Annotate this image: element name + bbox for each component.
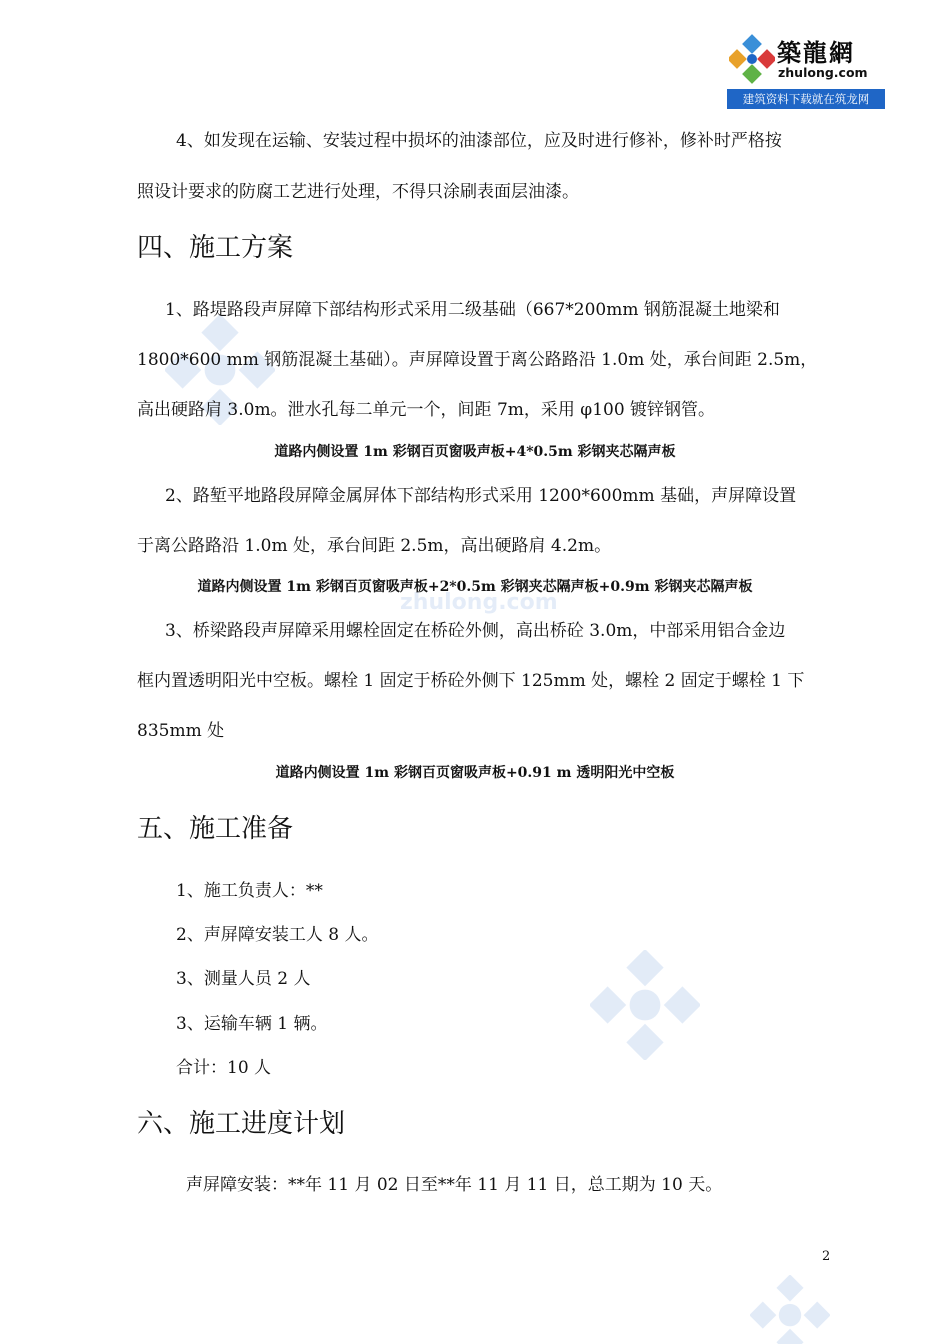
paragraph-line: 2、路堑平地路段屏障金属屏体下部结构形式采用 1200*600mm 基础，声屏障设置 [165,486,797,506]
page-number: 2 [822,1249,831,1264]
list-item: 2、声屏障安装工人 8 人。 [176,925,379,945]
section-title-4: 四、施工方案 [137,233,294,263]
logo-brand: 築龍網 [777,39,855,67]
logo-slogan: 建筑资料下载就在筑龙网 [727,89,885,109]
figure-caption: 道路内侧设置 1m 彩钢百页窗吸声板+4*0.5m 彩钢夹芯隔声板 [274,444,676,460]
text-watermark: zhulong.com [400,590,558,615]
paragraph-line: 照设计要求的防腐工艺进行处理，不得只涂刷表面层油漆。 [137,182,579,202]
section-title-6: 六、施工进度计划 [137,1109,346,1139]
section-title-5: 五、施工准备 [137,814,294,844]
list-item: 3、运输车辆 1 辆。 [176,1014,328,1034]
logo-domain: zhulong.com [778,65,868,80]
list-total: 合计：10 人 [176,1058,272,1078]
paragraph-line: 1800*600 mm 钢筋混凝土基础）。声屏障设置于离公路路沿 1.0m 处，承台间距 2.5m， [137,350,818,370]
paragraph-line: 声屏障安装：**年 11 月 02 日至**年 11 月 11 日，总工期为 10 天。 [186,1175,723,1195]
figure-caption: 道路内侧设置 1m 彩钢百页窗吸声板+2*0.5m 彩钢夹芯隔声板+0.9m 彩钢夹芯隔声板 [197,579,753,595]
snowflake-watermark-icon [750,1275,830,1344]
paragraph-line: 高出硬路肩 3.0m。泄水孔每二单元一个，间距 7m，采用 φ100 镀锌钢管。 [137,400,716,420]
paragraph-line: 1、路堤路段声屏障下部结构形式采用二级基础（667*200mm 钢筋混凝土地梁和 [165,300,780,320]
zhulong-logo [727,29,885,109]
snowflake-watermark-icon [590,950,700,1060]
paragraph-line: 4、如发现在运输、安装过程中损坏的油漆部位，应及时进行修补，修补时严格按 [176,131,782,151]
figure-caption: 道路内侧设置 1m 彩钢百页窗吸声板+0.91 m 透明阳光中空板 [275,765,675,781]
paragraph-line: 3、桥梁路段声屏障采用螺栓固定在桥砼外侧，高出桥砼 3.0m，中部采用铝合金边 [165,621,786,641]
list-item: 1、施工负责人：** [176,881,323,901]
paragraph-line: 835mm 处 [137,721,225,741]
snowflake-logo-icon [729,32,775,86]
list-item: 3、测量人员 2 人 [176,969,311,989]
paragraph-line: 框内置透明阳光中空板。螺栓 1 固定于桥砼外侧下 125mm 处，螺栓 2 固定于螺栓 1 下 [137,671,805,691]
paragraph-line: 于离公路路沿 1.0m 处，承台间距 2.5m，高出硬路肩 4.2m。 [137,536,612,556]
